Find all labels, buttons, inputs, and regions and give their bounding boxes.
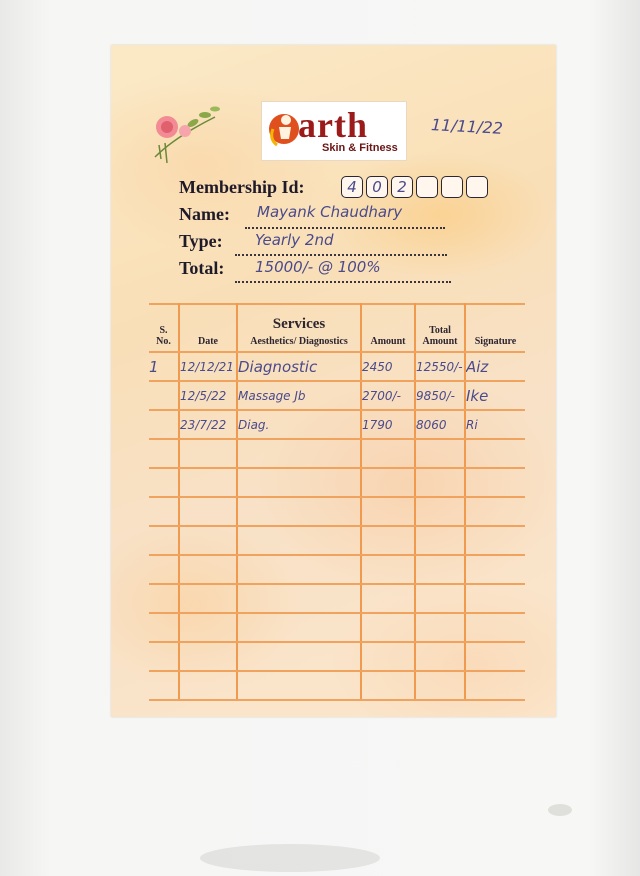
row-date: 12/12/21 bbox=[179, 352, 237, 381]
brand-tagline: Skin & Fitness bbox=[322, 142, 398, 154]
row-amount: 2700/- bbox=[361, 381, 415, 410]
name-label: Name: bbox=[179, 204, 230, 224]
figure-logo-icon bbox=[267, 109, 301, 149]
sno-header: S. No. bbox=[149, 304, 179, 352]
type-value: Yearly 2nd bbox=[255, 231, 334, 249]
date-header: Date bbox=[179, 304, 237, 352]
table-row-empty bbox=[149, 526, 525, 555]
table-row bbox=[149, 352, 525, 381]
scan-smudge-decoration bbox=[0, 770, 640, 876]
total-amount-header: Total Amount bbox=[415, 304, 465, 352]
membership-id-digit bbox=[466, 176, 488, 198]
row-total: 9850/- bbox=[415, 381, 465, 410]
row-signature: Ri bbox=[465, 410, 525, 439]
row-amount: 1790 bbox=[361, 410, 415, 439]
table-row-empty bbox=[149, 642, 525, 671]
row-amount: 2450 bbox=[361, 352, 415, 381]
table-row bbox=[149, 381, 525, 410]
membership-id-digit: 0 bbox=[366, 176, 388, 198]
membership-id-digit bbox=[416, 176, 438, 198]
table-row-empty bbox=[149, 613, 525, 642]
total-value: 15000/- @ 100% bbox=[255, 258, 381, 276]
table-row-empty bbox=[149, 555, 525, 584]
amount-header: Amount bbox=[361, 304, 415, 352]
membership-id-digit: 4 bbox=[341, 176, 363, 198]
type-label: Type: bbox=[179, 231, 223, 251]
row-total: 12550/- bbox=[415, 352, 465, 381]
signature-header: Signature bbox=[465, 304, 525, 352]
total-label: Total: bbox=[179, 258, 225, 278]
handwritten-date: 11/11/22 bbox=[430, 115, 504, 138]
table-row-empty bbox=[149, 584, 525, 613]
services-table bbox=[149, 303, 525, 701]
name-value: Mayank Chaudhary bbox=[257, 203, 403, 221]
table-row-empty bbox=[149, 439, 525, 468]
rose-decoration-icon bbox=[145, 97, 225, 169]
membership-id-boxes bbox=[341, 176, 491, 198]
row-service: Massage Jb bbox=[237, 381, 361, 410]
brand-logo bbox=[261, 101, 407, 161]
membership-card bbox=[111, 45, 556, 717]
row-sno: 1 bbox=[149, 352, 179, 381]
membership-id-digit bbox=[441, 176, 463, 198]
table-row-empty bbox=[149, 671, 525, 700]
membership-id-digit: 2 bbox=[391, 176, 413, 198]
membership-id-label: Membership Id: bbox=[179, 177, 305, 197]
row-service: Diag. bbox=[237, 410, 361, 439]
row-service: Diagnostic bbox=[237, 352, 361, 381]
brand-name: arth bbox=[298, 105, 368, 145]
table-header-row bbox=[149, 304, 525, 352]
row-date: 12/5/22 bbox=[179, 381, 237, 410]
row-signature: Ike bbox=[465, 381, 525, 410]
table-row bbox=[149, 410, 525, 439]
row-total: 8060 bbox=[415, 410, 465, 439]
services-header: Services Aesthetics/ Diagnostics bbox=[237, 304, 361, 352]
row-signature: Aiz bbox=[465, 352, 525, 381]
row-sno bbox=[149, 410, 179, 439]
row-date: 23/7/22 bbox=[179, 410, 237, 439]
row-sno bbox=[149, 381, 179, 410]
table-row-empty bbox=[149, 497, 525, 526]
table-row-empty bbox=[149, 468, 525, 497]
